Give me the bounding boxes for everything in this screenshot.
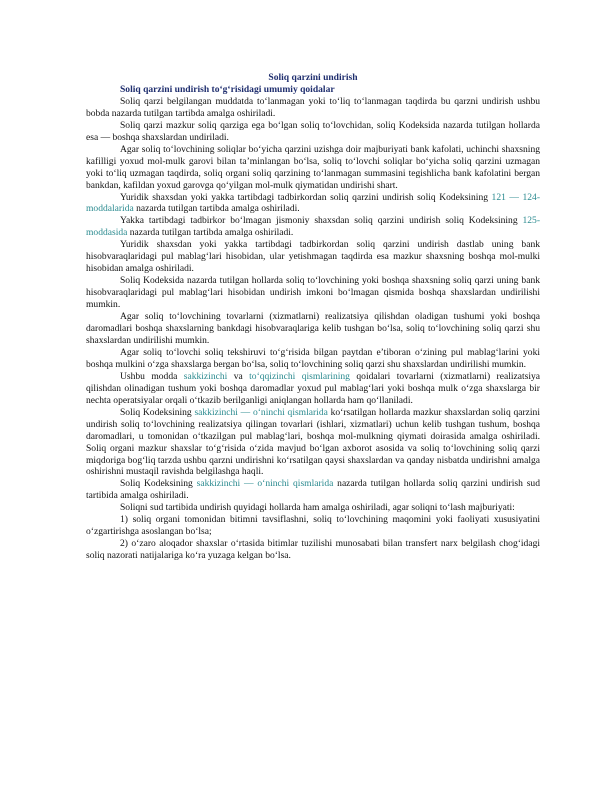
paragraph-text: Agar soliq to‘lovchining soliqlar bo‘yicha qarzini uzishga doir majburiyati bank kafolati, uchinchi shaxsning kafilligi yoxud mol-mulk garovi bilan ta’minlangan bo‘lsa, soliq to‘lovchi soliqlar bo‘yicha soliq qarzini uzmagan yoki to‘liq uzmagan taqdirda, soliq organi soliq qarzining to‘lanmagan summasini tegishlicha bank kafolatini bergan bankdan, kafildan yoxud garovga qo‘yilgan mol-mulk qiymatidan undirishi shart.: [86, 143, 540, 191]
paragraph: [86, 192, 540, 216]
article-reference-link[interactable]: 125-moddasida: [86, 215, 540, 239]
document-page: [86, 72, 540, 562]
paragraph-text: Soliq Kodeksida nazarda tutilgan hollarda soliq to‘lovchining yoki boshqa shaxsning soliq qarzi uning bank hisobvaraqlaridagi pul mablag‘lari hisobidan undirish imkoni bo‘lmagan qismida boshqa shaxslardan undirilishi mumkin.: [86, 275, 540, 311]
article-reference-link[interactable]: sakkizinchi — o‘ninchi qismlarida: [196, 478, 334, 490]
paragraph-text: Yuridik shaxsdan yoki yakka tartibdagi tadbirkordan soliq qarzini undirish soliq Kodeksining: [120, 191, 492, 203]
paragraph: [86, 502, 540, 514]
paragraph: [86, 215, 540, 239]
paragraph-text: nazarda tutilgan hollarda soliq qarzini undirish sud tartibida amalga oshiriladi.: [86, 478, 540, 502]
paragraph: [86, 96, 540, 120]
paragraph-text: Soliq Kodeksining: [120, 406, 195, 418]
paragraph-text: Soliqni sud tartibida undirish quyidagi hollarda ham amalga oshiriladi, agar soliqni to‘lash majburiyati:: [120, 502, 515, 514]
article-reference-link[interactable]: sakkizinchi: [183, 370, 228, 382]
paragraph-text: Yakka tartibdagi tadbirkor bo‘lmagan jismoniy shaxsdan soliq qarzini undirish soliq Kodeksining: [120, 215, 523, 227]
paragraph-text: ko‘rsatilgan hollarda mazkur shaxslardan soliq qarzini undirish soliq to‘lovchining realizatsiya qilingan tovarlari (ishlari, xizmatlari) uchun kelib tushgan tushum, boshqa daromadlari, u tomonidan o‘tkazilgan pul mablag‘lari, boshqa mol-mulkning qiymati doirasida amalga oshiriladi. Soliq organi mazkur shaxslar to‘g‘risida o‘zida mavjud bo‘lgan axborot asosida va soliq to‘lovchining soliq qarzi miqdoriga bog‘liq tarzda ushbu qarzni undirishni ko‘rsatilgan qaysi shaxslardan va qanday nisbatda undirishni amalga oshirishni mustaqil ravishda belgilashga haqli.: [86, 406, 540, 478]
article-reference-link[interactable]: to‘qqizinchi qismlarining: [249, 370, 350, 382]
paragraph-text: nazarda tutilgan tartibda amalga oshiriladi.: [127, 227, 294, 239]
document-title: Soliq qarzini undirish: [268, 72, 358, 83]
paragraph-text: Soliq qarzi mazkur soliq qarziga ega bo‘lgan soliq to‘lovchidan, soliq Kodeksida nazarda tutilgan hollarda esa — boshqa shaxslardan undiriladi.: [86, 119, 540, 143]
paragraph-text: Agar soliq to‘lovchining tovarlarni (xizmatlarni) realizatsiya qilishdan oladigan tushumi yoki boshqa daromadlari boshqa shaxslarning bankdagi hisobvaraqlariga kelib tushgan bo‘lsa, soliq to‘lovchining soliq qarzi shu shaxslardan undirilishi mumkin.: [86, 311, 540, 346]
article-reference-link[interactable]: sakkizinchi — o‘ninchi qismlarida: [194, 406, 328, 418]
document-body: [86, 96, 540, 562]
paragraph: [86, 371, 540, 407]
paragraph-text: 2) o‘zaro aloqador shaxslar o‘rtasida bitimlar tuzilishi munosabati bilan transfert narx belgilash chog‘idagi soliq nazorati natijalariga ko‘ra yuzaga kelgan bo‘lsa.: [86, 538, 540, 562]
paragraph-text: Ushbu modda: [120, 370, 184, 382]
section-subtitle: Soliq qarzini undirish to‘g‘risidagi umumiy qoidalar: [120, 83, 335, 95]
paragraph-text: qoidalari tovarlarni (xizmatlarni) realizatsiya qilishdan olinadigan tushum yoki boshqa daromadlar yoxud pul mablag‘lari yoki boshqa mulk o‘zga shaxslarga bir nechta operatsiyalar orqali o‘tkazib berilganligi aniqlangan hollarda ham qo‘llaniladi.: [86, 370, 541, 406]
paragraph-text: Yuridik shaxsdan yoki yakka tartibdagi tadbirkordan soliq qarzini undirish dastlab uning bank hisobvaraqlaridagi pul mablag‘lari hisobidan, ular yetishmagan taqdirda esa mazkur shaxsning boshqa mol-mulki hisobidan amalga oshiriladi.: [86, 239, 540, 275]
paragraph: [86, 538, 540, 562]
paragraph-text: Agar soliq to‘lovchi soliq tekshiruvi to‘g‘risida bilgan paytdan e’tiboran o‘zining pul mablag‘larini yoki boshqa mulkini o‘zga shaxslarga bergan bo‘lsa, soliq to‘lovchining soliq qarzi shu shaxslardan undirilishi mumkin.: [86, 346, 540, 370]
paragraph-text: nazarda tutilgan tartibda amalga oshiriladi.: [133, 203, 300, 215]
paragraph: [86, 239, 540, 275]
paragraph: [86, 120, 540, 144]
paragraph-text: Soliq qarzi belgilangan muddatda to‘lanmagan yoki to‘liq to‘lanmagan taqdirda bu qarzni undirish ushbu bobda nazarda tutilgan tartibda amalga oshiriladi.: [86, 95, 540, 119]
paragraph: [86, 311, 540, 347]
paragraph: [86, 275, 540, 311]
paragraph-text: Soliq Kodeksining: [120, 478, 197, 490]
paragraph: [86, 347, 540, 371]
paragraph: [86, 407, 540, 479]
paragraph: [86, 478, 540, 502]
paragraph-text: 1) soliq organi tomonidan bitimni tavsiflashni, soliq to‘lovchining maqomini yoki faoliyati xususiyatini o‘zgartirishga asoslangan bo‘lsa;: [86, 514, 540, 538]
paragraph: [86, 144, 540, 192]
paragraph-text: va: [227, 370, 250, 382]
paragraph: [86, 514, 540, 538]
article-reference-link[interactable]: 121 — 124-moddalarida: [86, 191, 541, 215]
